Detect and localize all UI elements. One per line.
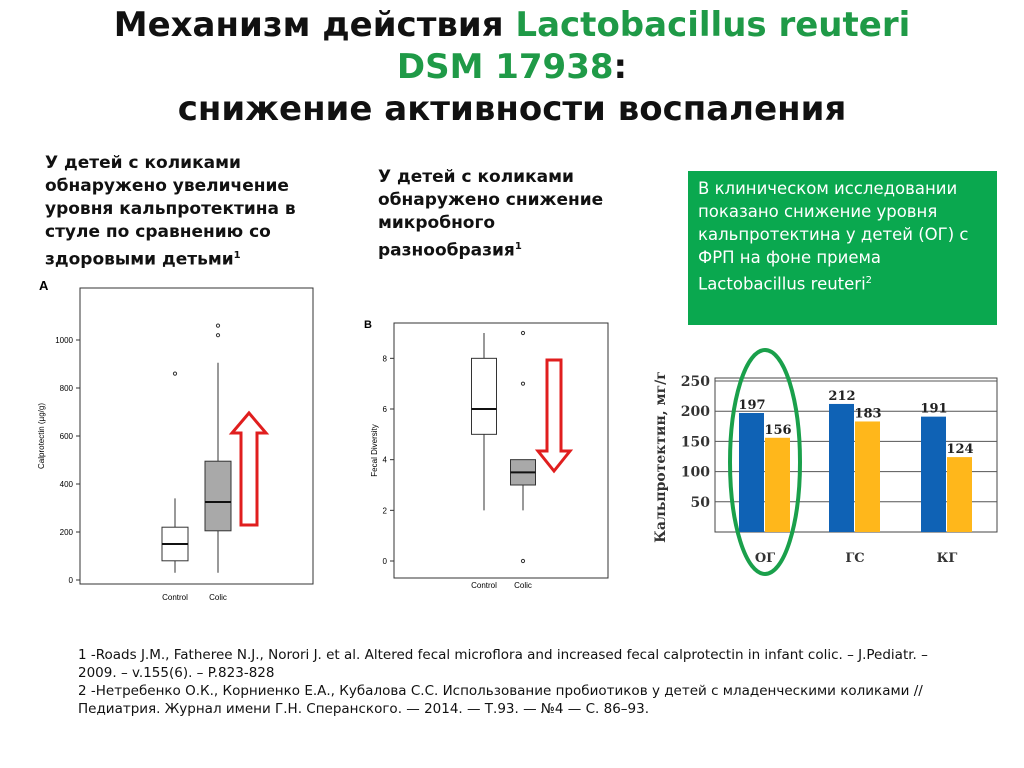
- bar-value-label: 191: [920, 401, 948, 417]
- reference-1: 1 -Roads J.M., Fatheree N.J., Norori J. et al. Altered fecal microflora and increased fecal calprotectin in infant colic. – J.Pediatr. – 2009. – v.155(6). – P.823-828: [78, 647, 928, 681]
- box-control: [472, 358, 497, 434]
- title-part1: Механизм действия: [113, 5, 516, 45]
- y-tick-label: 800: [59, 384, 73, 393]
- bar-value-label: 212: [828, 388, 856, 404]
- y-tick-label: 0: [68, 576, 73, 585]
- y-axis-label: Кальпротектин, мг/г: [653, 371, 669, 543]
- outlier-point: [216, 334, 219, 337]
- panel-label: B: [364, 319, 372, 331]
- outlier-point: [521, 559, 524, 562]
- panel-a-description: [45, 152, 335, 272]
- bar: [829, 404, 854, 532]
- plot-frame: [80, 288, 313, 584]
- bar-value-label: 197: [738, 398, 766, 414]
- calprotectin-barchart: [645, 345, 1000, 580]
- y-tick-label: 8: [382, 354, 387, 364]
- x-tick-label: КГ: [936, 551, 958, 566]
- x-tick-label: Control: [162, 593, 188, 602]
- y-tick-label: 400: [59, 480, 73, 489]
- title-subtitle: снижение активности воспаления: [177, 89, 847, 129]
- title-strain: DSM 17938: [396, 47, 614, 87]
- panel-b-text: У детей с коликами обнаружено снижение микробного разнообразия: [378, 167, 604, 261]
- bar: [739, 413, 764, 532]
- bar-value-label: 156: [764, 422, 792, 438]
- trend-arrow-up: [232, 413, 266, 525]
- x-tick-label: Control: [471, 581, 497, 590]
- y-tick-label: 200: [680, 404, 710, 421]
- outlier-point: [521, 382, 524, 385]
- fecal-diversity-boxplot: [355, 313, 613, 600]
- slide-title: [0, 4, 1024, 130]
- x-tick-label: ОГ: [754, 551, 776, 566]
- panel-a-text: У детей с коликами обнаружено увеличение уровня кальпротектина в стуле по сравнению со здоровыми детьми: [45, 153, 296, 270]
- x-tick-label: Colic: [514, 581, 532, 590]
- title-colon: :: [613, 47, 628, 87]
- y-tick-label: 200: [59, 528, 73, 537]
- panel-a-ref: 1: [233, 250, 241, 261]
- clinical-study-ref: 2: [865, 275, 873, 286]
- y-tick-label: 100: [680, 464, 710, 481]
- panel-b-description: [378, 166, 608, 263]
- clinical-study-text: В клиническом исследовании показано снижение уровня кальпротектина у детей (ОГ) с ФРП на фоне приема Lactobacillus reuteri: [698, 179, 969, 294]
- y-tick-label: 6: [382, 405, 387, 414]
- y-axis-label: Fecal Diversity: [370, 424, 379, 477]
- outlier-point: [216, 324, 219, 327]
- x-tick-label: ГС: [845, 551, 865, 566]
- trend-arrow-down: [538, 360, 570, 471]
- plot-frame: [394, 323, 608, 578]
- y-tick-label: 1000: [55, 336, 73, 345]
- y-tick-label: 2: [382, 506, 387, 516]
- reference-2: 2 -Нетребенко О.К., Корниенко Е.А., Кубалова С.С. Использование пробиотиков у детей с младенческими коликами // Педиатрия. Журнал имени Г.Н. Сперанского. — 2014. — Т.93. — №4 — С. 86–93.: [78, 683, 923, 717]
- panel-b-ref: 1: [514, 241, 522, 252]
- y-tick-label: 250: [680, 374, 710, 390]
- clinical-study-box: [688, 171, 997, 325]
- outlier-point: [173, 372, 176, 375]
- y-tick-label: 0: [382, 557, 387, 566]
- references: [78, 646, 958, 718]
- y-tick-label: 600: [59, 432, 73, 441]
- title-species: Lactobacillus reuteri: [515, 5, 911, 45]
- bar: [765, 438, 790, 532]
- y-tick-label: 50: [690, 494, 710, 511]
- panel-label: A: [39, 278, 49, 293]
- y-tick-label: 150: [680, 434, 710, 451]
- y-tick-label: 4: [382, 455, 387, 465]
- calprotectin-boxplot: [30, 278, 330, 608]
- box-colic: [205, 461, 231, 531]
- bar-value-label: 183: [854, 406, 882, 422]
- outlier-point: [521, 331, 524, 334]
- bar-value-label: 124: [946, 442, 974, 458]
- bar: [921, 417, 946, 532]
- bar: [855, 421, 880, 532]
- x-tick-label: Colic: [209, 593, 227, 602]
- bar: [947, 457, 972, 532]
- y-axis-label: Calprotectin (µg/g): [37, 403, 46, 469]
